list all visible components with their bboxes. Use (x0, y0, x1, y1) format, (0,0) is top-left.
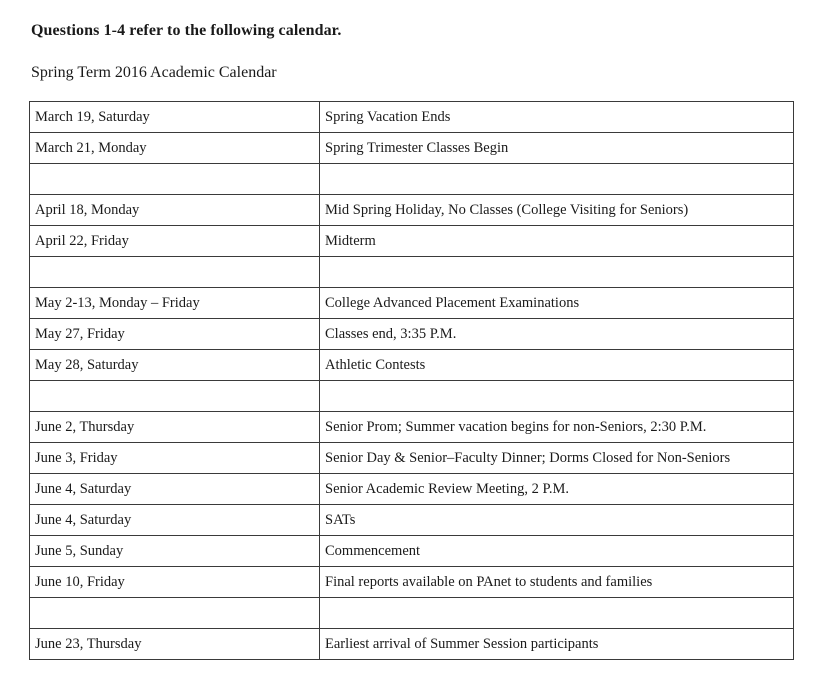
calendar-body (30, 102, 794, 660)
table-row (30, 567, 794, 598)
date-cell (30, 257, 320, 288)
event-cell: Spring Vacation Ends (320, 102, 794, 133)
date-cell: May 28, Saturday (30, 350, 320, 381)
event-cell: Senior Day & Senior–Faculty Dinner; Dorms Closed for Non-Seniors (320, 443, 794, 474)
event-cell: Commencement (320, 536, 794, 567)
table-row (30, 412, 794, 443)
table-row (30, 443, 794, 474)
date-cell: June 10, Friday (30, 567, 320, 598)
date-cell: June 2, Thursday (30, 412, 320, 443)
date-cell: April 22, Friday (30, 226, 320, 257)
date-cell: March 21, Monday (30, 133, 320, 164)
date-cell: May 2-13, Monday – Friday (30, 288, 320, 319)
table-row (30, 598, 794, 629)
calendar-title: Spring Term 2016 Academic Calendar (31, 64, 277, 81)
table-row (30, 319, 794, 350)
date-cell (30, 164, 320, 195)
table-row (30, 102, 794, 133)
event-cell: Spring Trimester Classes Begin (320, 133, 794, 164)
table-row (30, 629, 794, 660)
table-row (30, 164, 794, 195)
date-cell (30, 381, 320, 412)
table-row (30, 288, 794, 319)
date-cell: June 5, Sunday (30, 536, 320, 567)
event-cell: Final reports available on PAnet to students and families (320, 567, 794, 598)
event-cell: College Advanced Placement Examinations (320, 288, 794, 319)
table-row (30, 350, 794, 381)
date-cell: June 3, Friday (30, 443, 320, 474)
event-cell: Mid Spring Holiday, No Classes (College Visiting for Seniors) (320, 195, 794, 226)
date-cell: April 18, Monday (30, 195, 320, 226)
event-cell: Senior Prom; Summer vacation begins for non-Seniors, 2:30 P.M. (320, 412, 794, 443)
event-cell (320, 164, 794, 195)
date-cell: June 4, Saturday (30, 505, 320, 536)
table-row (30, 195, 794, 226)
date-cell: June 23, Thursday (30, 629, 320, 660)
questions-heading: Questions 1-4 refer to the following calendar. (31, 22, 342, 39)
event-cell: Classes end, 3:35 P.M. (320, 319, 794, 350)
table-row (30, 257, 794, 288)
date-cell: June 4, Saturday (30, 474, 320, 505)
event-cell: SATs (320, 505, 794, 536)
date-cell: May 27, Friday (30, 319, 320, 350)
event-cell: Athletic Contests (320, 350, 794, 381)
table-row (30, 505, 794, 536)
event-cell (320, 381, 794, 412)
table-row (30, 133, 794, 164)
event-cell (320, 257, 794, 288)
table-row (30, 474, 794, 505)
event-cell: Earliest arrival of Summer Session participants (320, 629, 794, 660)
academic-calendar-table (29, 101, 794, 660)
event-cell: Midterm (320, 226, 794, 257)
event-cell (320, 598, 794, 629)
table-row (30, 536, 794, 567)
table-row (30, 381, 794, 412)
date-cell: March 19, Saturday (30, 102, 320, 133)
table-row (30, 226, 794, 257)
date-cell (30, 598, 320, 629)
event-cell: Senior Academic Review Meeting, 2 P.M. (320, 474, 794, 505)
